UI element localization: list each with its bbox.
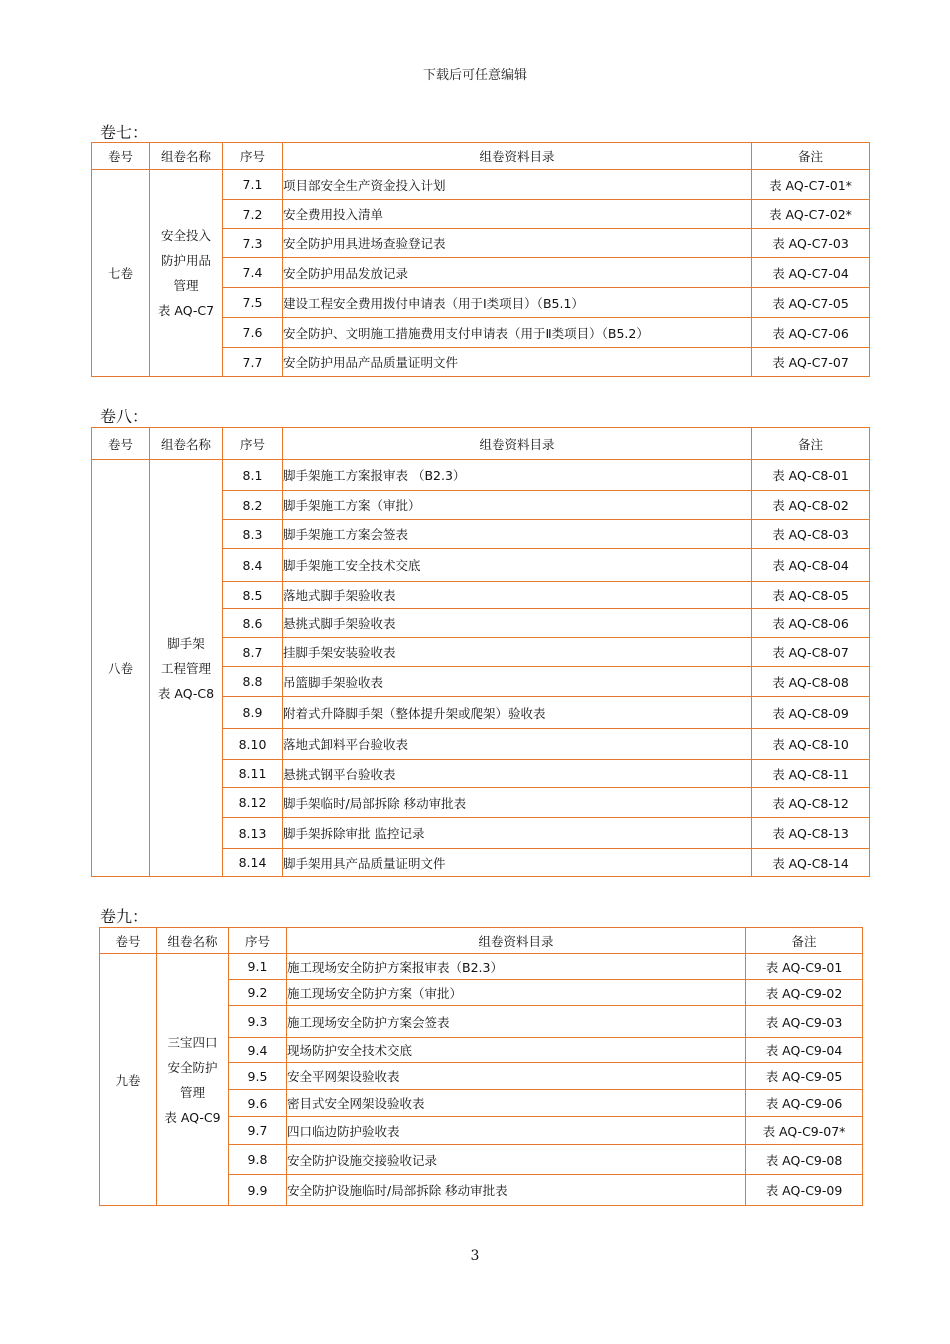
item-form-code: 表 AQ-C8-03: [752, 520, 870, 549]
item-title: 附着式升降脚手架（整体提升架或爬架）验收表: [283, 697, 752, 729]
item-number: 9.9: [229, 1175, 287, 1206]
item-number: 7.4: [223, 258, 283, 288]
item-title: 安全防护设施交接验收记录: [287, 1145, 746, 1175]
item-form-code: 表 AQ-C8-05: [752, 582, 870, 609]
item-form-code: 表 AQ-C9-07*: [746, 1117, 863, 1145]
item-form-code: 表 AQ-C8-11: [752, 760, 870, 788]
item-form-code: 表 AQ-C8-07: [752, 638, 870, 667]
col-header-xuhao: 序号: [223, 428, 283, 460]
item-number: 7.2: [223, 200, 283, 229]
item-title: 施工现场安全防护方案报审表（B2.3）: [287, 954, 746, 980]
item-form-code: 表 AQ-C9-01: [746, 954, 863, 980]
item-number: 9.2: [229, 980, 287, 1006]
volume-name-line: 脚手架: [167, 635, 205, 651]
item-title: 挂脚手架安装验收表: [283, 638, 752, 667]
col-header-xuhao: 序号: [223, 143, 283, 170]
item-number: 8.4: [223, 549, 283, 582]
item-title: 脚手架施工方案会签表: [283, 520, 752, 549]
item-number: 8.2: [223, 491, 283, 520]
item-number: 8.14: [223, 849, 283, 877]
item-title: 四口临边防护验收表: [287, 1117, 746, 1145]
item-form-code: 表 AQ-C8-12: [752, 788, 870, 818]
item-form-code: 表 AQ-C9-05: [746, 1063, 863, 1090]
table-row: [92, 460, 870, 491]
item-number: 8.13: [223, 818, 283, 849]
item-title: 施工现场安全防护方案（审批）: [287, 980, 746, 1006]
item-title: 安全防护用品发放记录: [283, 258, 752, 288]
item-form-code: 表 AQ-C7-03: [752, 229, 870, 258]
volume-name-cell: [157, 954, 229, 1206]
volume-name-cell: [150, 170, 223, 377]
item-title: 密目式安全网架设验收表: [287, 1090, 746, 1117]
item-number: 8.8: [223, 667, 283, 697]
item-form-code: 表 AQ-C8-14: [752, 849, 870, 877]
col-header-zujuan: 组卷名称: [150, 143, 223, 170]
item-number: 7.6: [223, 318, 283, 348]
volume-name-line: 表 AQ-C9: [164, 1109, 221, 1125]
volume-name-line: 工程管理: [160, 660, 211, 676]
item-number: 8.10: [223, 729, 283, 760]
volume-title-7: 卷七：: [100, 123, 149, 142]
volume-name-line: 安全防护: [167, 1059, 218, 1075]
item-form-code: 表 AQ-C8-09: [752, 697, 870, 729]
item-form-code: 表 AQ-C7-06: [752, 318, 870, 348]
item-title: 吊篮脚手架验收表: [283, 667, 752, 697]
volume-name-line: 管理: [173, 278, 199, 293]
col-header-juanhao: 卷号: [92, 143, 150, 170]
item-number: 9.8: [229, 1145, 287, 1175]
volume-9-table: [99, 927, 863, 1206]
volume-number-cell: 七卷: [92, 170, 150, 377]
item-number: 9.3: [229, 1006, 287, 1038]
item-form-code: 表 AQ-C7-02*: [752, 200, 870, 229]
item-number: 8.11: [223, 760, 283, 788]
item-title: 安全平网架设验收表: [287, 1063, 746, 1090]
item-number: 7.7: [223, 348, 283, 377]
item-form-code: 表 AQ-C9-04: [746, 1038, 863, 1063]
item-form-code: 表 AQ-C8-04: [752, 549, 870, 582]
col-header-mulu: 组卷资料目录: [283, 143, 752, 170]
item-form-code: 表 AQ-C9-03: [746, 1006, 863, 1038]
item-title: 建设工程安全费用拨付申请表（用于Ⅰ类项目）（B5.1）: [283, 288, 752, 318]
item-title: 安全费用投入清单: [283, 200, 752, 229]
item-title: 脚手架施工安全技术交底: [283, 549, 752, 582]
item-title: 脚手架施工方案（审批）: [283, 491, 752, 520]
item-number: 8.12: [223, 788, 283, 818]
item-form-code: 表 AQ-C9-09: [746, 1175, 863, 1206]
volume-8-table: [91, 427, 870, 877]
item-form-code: 表 AQ-C9-02: [746, 980, 863, 1006]
col-header-beizhu: 备注: [746, 928, 863, 954]
volume-name-line: 三宝四口: [167, 1034, 218, 1050]
item-number: 8.6: [223, 609, 283, 638]
item-number: 8.5: [223, 582, 283, 609]
col-header-mulu: 组卷资料目录: [283, 428, 752, 460]
item-number: 8.1: [223, 460, 283, 491]
col-header-beizhu: 备注: [752, 143, 870, 170]
page-header-note: 下载后可任意编辑: [422, 68, 527, 83]
volume-name-line: 防护用品: [160, 253, 211, 268]
item-form-code: 表 AQ-C8-01: [752, 460, 870, 491]
table-row: [92, 170, 870, 200]
item-title: 悬挑式脚手架验收表: [283, 609, 752, 638]
item-number: 9.6: [229, 1090, 287, 1117]
item-number: 9.1: [229, 954, 287, 980]
col-header-juanhao: 卷号: [100, 928, 157, 954]
item-title: 落地式脚手架验收表: [283, 582, 752, 609]
item-title: 现场防护安全技术交底: [287, 1038, 746, 1063]
item-title: 安全防护、文明施工措施费用支付申请表（用于Ⅱ类项目）（B5.2）: [283, 318, 752, 348]
item-number: 7.5: [223, 288, 283, 318]
col-header-xuhao: 序号: [229, 928, 287, 954]
item-title: 脚手架拆除审批 监控记录: [283, 818, 752, 849]
page-number: 3: [470, 1248, 480, 1264]
item-number: 7.1: [223, 170, 283, 200]
item-number: 7.3: [223, 229, 283, 258]
item-number: 9.4: [229, 1038, 287, 1063]
item-number: 8.3: [223, 520, 283, 549]
volume-name-line: 表 AQ-C7: [157, 303, 215, 318]
table-row: [100, 954, 863, 980]
volume-number-cell: 八卷: [92, 460, 150, 877]
item-form-code: 表 AQ-C7-01*: [752, 170, 870, 200]
item-form-code: 表 AQ-C8-06: [752, 609, 870, 638]
item-title: 脚手架施工方案报审表 （B2.3）: [283, 460, 752, 491]
item-form-code: 表 AQ-C8-10: [752, 729, 870, 760]
item-number: 8.9: [223, 697, 283, 729]
item-title: 落地式卸料平台验收表: [283, 729, 752, 760]
col-header-beizhu: 备注: [752, 428, 870, 460]
item-title: 安全防护用品产品质量证明文件: [283, 348, 752, 377]
item-number: 9.5: [229, 1063, 287, 1090]
item-form-code: 表 AQ-C8-08: [752, 667, 870, 697]
item-title: 安全防护设施临时/局部拆除 移动审批表: [287, 1175, 746, 1206]
item-title: 安全防护用具进场查验登记表: [283, 229, 752, 258]
item-title: 脚手架临时/局部拆除 移动审批表: [283, 788, 752, 818]
col-header-mulu: 组卷资料目录: [287, 928, 746, 954]
item-number: 9.7: [229, 1117, 287, 1145]
item-form-code: 表 AQ-C9-08: [746, 1145, 863, 1175]
volume-title-8: 卷八：: [100, 407, 149, 426]
item-form-code: 表 AQ-C8-02: [752, 491, 870, 520]
volume-name-line: 表 AQ-C8: [157, 685, 215, 701]
volume-name-line: 管理: [179, 1084, 205, 1100]
volume-number-cell: 九卷: [100, 954, 157, 1206]
item-title: 施工现场安全防护方案会签表: [287, 1006, 746, 1038]
item-title: 脚手架用具产品质量证明文件: [283, 849, 752, 877]
item-form-code: 表 AQ-C7-07: [752, 348, 870, 377]
item-form-code: 表 AQ-C7-05: [752, 288, 870, 318]
volume-7-table: [91, 142, 870, 377]
item-form-code: 表 AQ-C8-13: [752, 818, 870, 849]
item-form-code: 表 AQ-C7-04: [752, 258, 870, 288]
item-form-code: 表 AQ-C9-06: [746, 1090, 863, 1117]
item-number: 8.7: [223, 638, 283, 667]
item-title: 项目部安全生产资金投入计划: [283, 170, 752, 200]
volume-name-cell: [150, 460, 223, 877]
item-title: 悬挑式钢平台验收表: [283, 760, 752, 788]
volume-title-9: 卷九：: [100, 907, 149, 926]
col-header-juanhao: 卷号: [92, 428, 150, 460]
volume-name-line: 安全投入: [160, 228, 211, 243]
col-header-zujuan: 组卷名称: [150, 428, 223, 460]
col-header-zujuan: 组卷名称: [157, 928, 229, 954]
